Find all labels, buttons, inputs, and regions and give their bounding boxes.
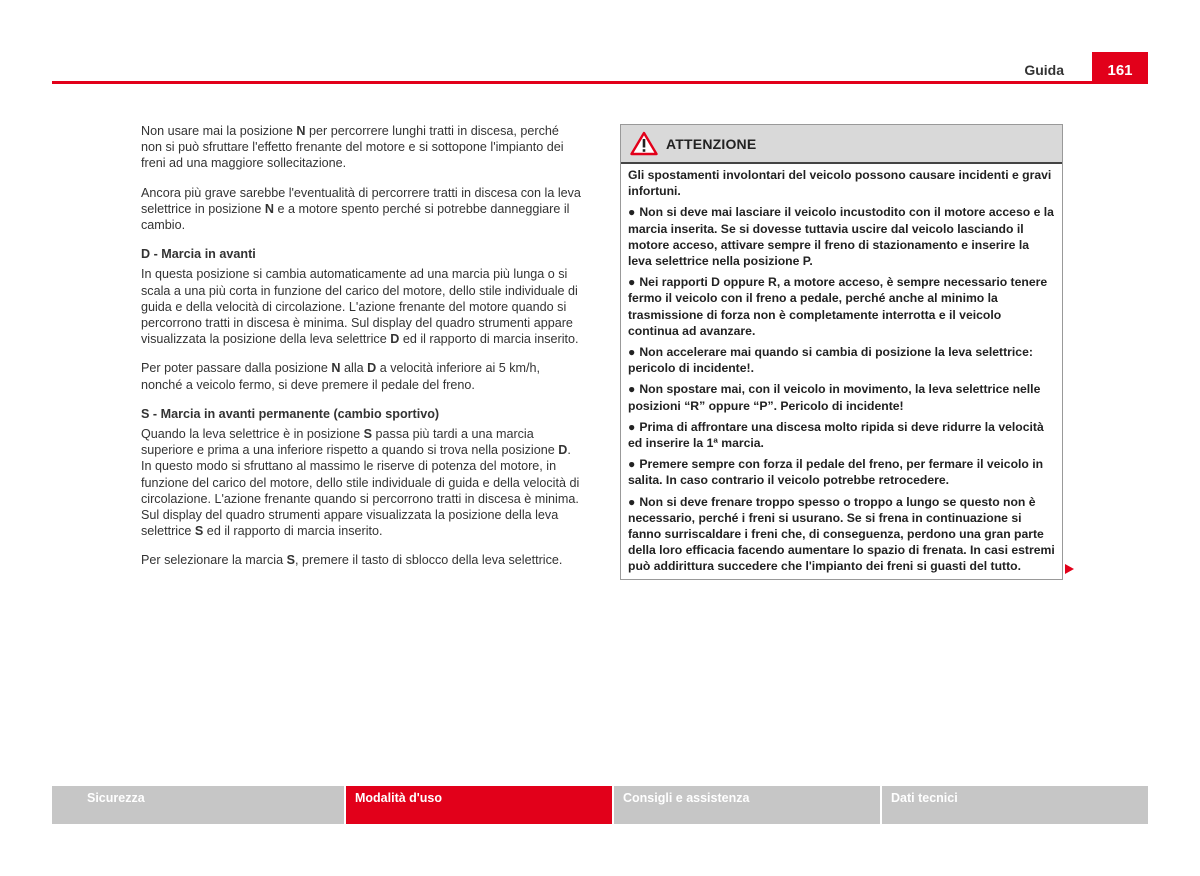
section-title: Guida bbox=[1024, 62, 1064, 78]
header-rule bbox=[52, 81, 1148, 84]
bullet-icon: ● bbox=[628, 205, 636, 220]
body-paragraph bbox=[141, 123, 583, 172]
section-heading: S - Marcia in avanti permanente (cambio sportivo) bbox=[141, 406, 440, 421]
warning-item bbox=[628, 494, 1055, 575]
left-column bbox=[141, 123, 583, 582]
text-run: , premere il tasto di sblocco della leva selettrice. bbox=[295, 553, 563, 568]
footer-tab-modalit-d-uso[interactable]: Modalità d'uso bbox=[346, 786, 612, 824]
warning-item-text: Non spostare mai, con il veicolo in movimento, la leva selettrice nelle posizioni “R” oppure “P”. Pericolo di incidente! bbox=[628, 382, 1041, 413]
text-run: ed il rapporto di marcia inserito. bbox=[399, 332, 579, 347]
footer-tab-sicurezza[interactable]: Sicurezza bbox=[52, 786, 344, 824]
footer-tab-consigli-e-assistenza[interactable]: Consigli e assistenza bbox=[614, 786, 880, 824]
warning-item bbox=[628, 419, 1055, 451]
body-paragraph bbox=[141, 185, 583, 234]
text-run: per percorrere lunghi tratti in discesa, perché non si può sfruttare l'effetto frenante del motore e si sottopone l'impianto dei freni ad una maggiore sollecitazione. bbox=[141, 124, 564, 171]
bold-term: S bbox=[363, 427, 373, 442]
warning-title: ATTENZIONE bbox=[666, 135, 757, 152]
bold-term: N bbox=[264, 201, 275, 216]
warning-item-text: Non si deve frenare troppo spesso o troppo a lungo se questo non è necessario, perché i freni si usurano. Se si frena in continuazione si fanno surriscaldare i freni che, di conseguenza, perdono una gran parte della loro efficacia facendo aumentare lo spazio di frenata. In casi estremi può addirittura succedere che l'impianto dei freni si guasti del tutto. bbox=[628, 494, 1055, 574]
footer-nav bbox=[52, 786, 1148, 824]
bold-term: D bbox=[390, 332, 400, 347]
bullet-icon: ● bbox=[628, 419, 636, 434]
text-run: Per selezionare la marcia bbox=[141, 553, 287, 568]
warning-item bbox=[628, 456, 1055, 488]
continue-arrow-icon bbox=[1065, 564, 1074, 574]
warning-item bbox=[628, 344, 1055, 376]
warning-item-text: Non si deve mai lasciare il veicolo incustodito con il motore acceso e la marcia inserita. Se si dovesse tuttavia uscire dal veicolo lasciando il motore acceso, attivare sempre il freno di stazionamento e inserire la leva selettrice nella posizione P. bbox=[628, 205, 1054, 269]
warning-triangle-icon bbox=[630, 131, 658, 156]
footer-tab-dati-tecnici[interactable]: Dati tecnici bbox=[882, 786, 1148, 824]
text-run: e a motore spento perché si potrebbe danneggiare il cambio. bbox=[141, 201, 570, 233]
warning-item-text: Non accelerare mai quando si cambia di posizione la leva selettrice: pericolo di incidente!. bbox=[628, 345, 1033, 376]
body-paragraph bbox=[141, 426, 583, 539]
bold-term: D bbox=[367, 361, 377, 376]
text-run: Non usare mai la posizione bbox=[141, 124, 297, 138]
text-run: a velocità inferiore ai 5 km/h, nonché a veicolo fermo, si deve premere il pedale del freno. bbox=[141, 361, 541, 392]
warning-item-text: Nei rapporti D oppure R, a motore acceso, è sempre necessario tenere fermo il veicolo con il freno a pedale, perché anche al minimo la trasmissione di forza non è completamente interrotta e il veicolo continua ad avanzare. bbox=[628, 275, 1048, 338]
bold-term: N bbox=[331, 361, 341, 376]
bullet-icon: ● bbox=[628, 457, 636, 472]
warning-box bbox=[620, 124, 1063, 580]
warning-body bbox=[621, 164, 1062, 575]
bullet-icon: ● bbox=[628, 275, 636, 290]
text-run: In questa posizione si cambia automaticamente ad una marcia più lunga o si scala a una più corta in funzione del carico del motore, dello stile individuale di guida e della velocità di circolazione. L'azione frenante del motore quando si percorrono tratti in discesa è minima. Sul display del quadro strumenti appare visualizzata la posizione della leva selettrice bbox=[141, 267, 578, 347]
text-run: Per poter passare dalla posizione bbox=[141, 361, 332, 376]
bold-term: N bbox=[296, 124, 306, 138]
bold-term: S bbox=[194, 524, 204, 539]
text-run: Ancora più grave sarebbe l'eventualità di percorrere tratti in discesa con la leva selettrice in posizione bbox=[141, 185, 581, 216]
bold-term: D bbox=[558, 443, 568, 458]
warning-item bbox=[628, 204, 1055, 269]
text-run: ed il rapporto di marcia inserito. bbox=[203, 524, 383, 539]
text-run: alla bbox=[340, 361, 368, 376]
text-run: . In questo modo si sfruttano al massimo le riserve di potenza del motore, in funzione del carico del motore, dello stile individuale di guida e della velocità di circolazione. L'azione frenante quando si percorrono tratti in discesa è minima. Sul display del quadro strumenti appare visualizzata la posizione della leva selettrice bbox=[141, 443, 580, 539]
warning-item bbox=[628, 274, 1055, 339]
body-paragraph bbox=[141, 552, 583, 568]
bullet-icon: ● bbox=[628, 494, 636, 509]
section-heading: D - Marcia in avanti bbox=[141, 247, 256, 262]
page-number: 161 bbox=[1092, 52, 1148, 84]
bullet-icon: ● bbox=[628, 345, 636, 360]
warning-header bbox=[621, 125, 1062, 164]
body-paragraph bbox=[141, 266, 583, 347]
warning-intro: Gli spostamenti involontari del veicolo possono causare incidenti e gravi infortuni. bbox=[628, 168, 1052, 199]
warning-item bbox=[628, 381, 1055, 413]
body-paragraph bbox=[141, 360, 583, 392]
text-run: Quando la leva selettrice è in posizione bbox=[141, 427, 364, 442]
text-run: passa più tardi a una marcia superiore e prima a una inferiore rispetto a quando si trova nella posizione bbox=[141, 427, 559, 458]
warning-item-text: Premere sempre con forza il pedale del freno, per fermare il veicolo in salita. In caso contrario il veicolo potrebbe retrocedere. bbox=[628, 457, 1044, 488]
warning-item-text: Prima di affrontare una discesa molto ripida si deve ridurre la velocità ed inserire la 1ª marcia. bbox=[628, 419, 1044, 451]
bold-term: S bbox=[286, 553, 295, 568]
bullet-icon: ● bbox=[628, 382, 636, 397]
